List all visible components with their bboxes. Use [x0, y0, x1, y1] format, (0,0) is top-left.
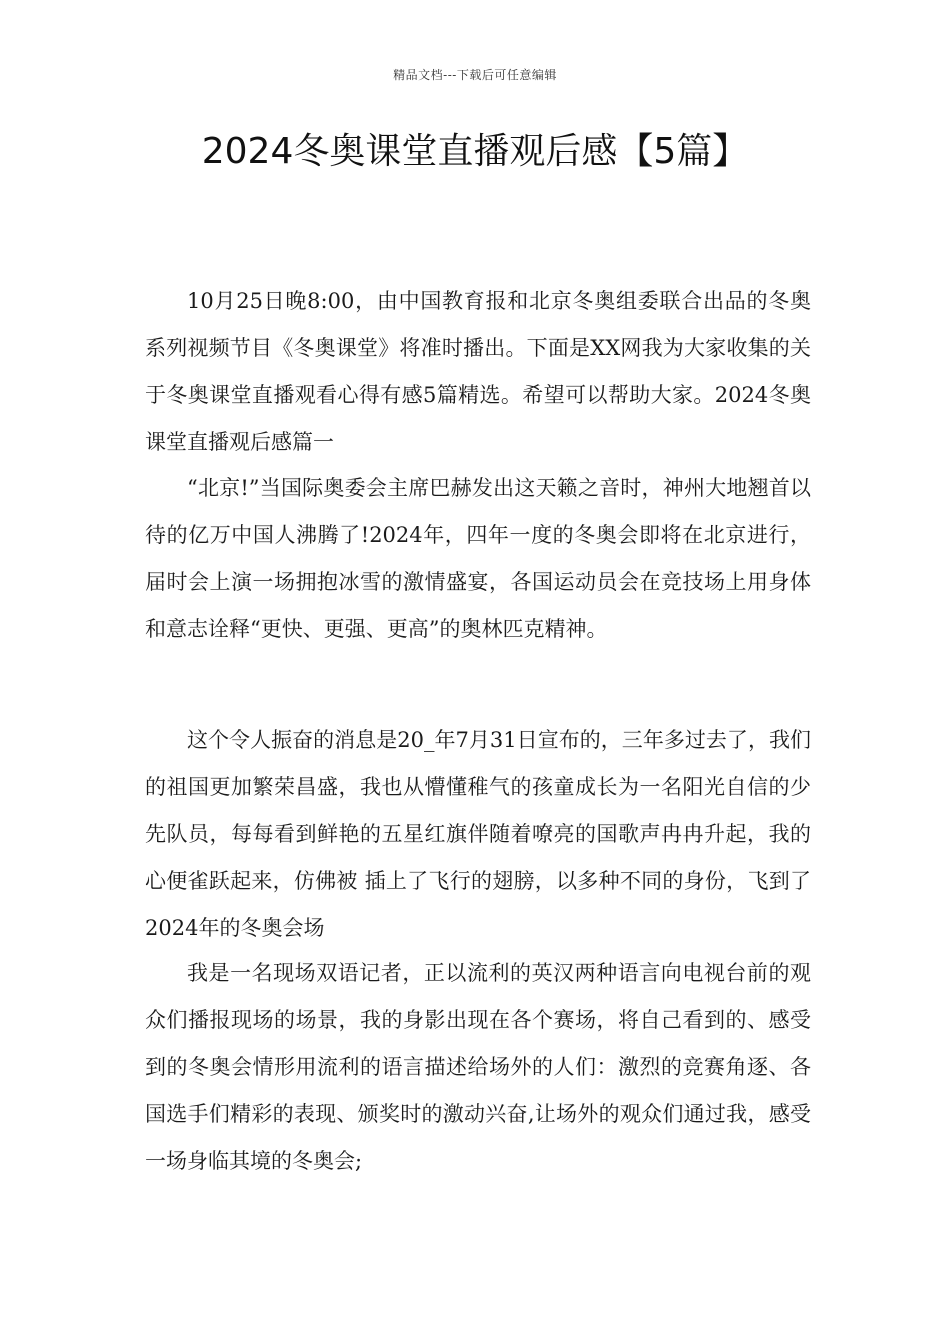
paragraph-block-4	[145, 950, 811, 1185]
document-title: 2024冬奥课堂直播观后感【5篇】	[201, 131, 749, 172]
paragraph: 这个令人振奋的消息是20_年7月31日宣布的，三年多过去了，我们的祖国更加繁荣昌盛，我也从懵懂稚气的孩童成长为一名阳光自信的少先队员，每每看到鲜艳的五星红旗伴随着嘹亮的国歌声冉冉升起，我的心便雀跃起来，仿佛被 插上了飞行的翅膀，以多种不同的身份，飞到了2024年的冬奥会场	[145, 728, 811, 940]
paragraph: “北京!”当国际奥委会主席巴赫发出这天籁之音时，神州大地翘首以待的亿万中国人沸腾了!2024年，四年一度的冬奥会即将在北京进行，届时会上演一场拥抱冰雪的激情盛宴，各国运动员会在竞技场上用身体和意志诠释“更快、更强、更高”的奥林匹克精神。	[145, 476, 811, 641]
page-header-note: 精品文档---下载后可任意编辑	[393, 68, 557, 82]
paragraph-block-3	[145, 717, 811, 952]
paragraph: 我是一名现场双语记者，正以流利的英汉两种语言向电视台前的观众们播报现场的场景，我的身影出现在各个赛场，将自己看到的、感受到的冬奥会情形用流利的语言描述给场外的人们：激烈的竞赛角逐、各国选手们精彩的表现、颁奖时的激动兴奋,让场外的观众们通过我，感受一场身临其境的冬奥会;	[145, 961, 811, 1173]
paragraph: 10月25日晚8:00，由中国教育报和北京冬奥组委联合出品的冬奥系列视频节目《冬奥课堂》将准时播出。下面是XX网我为大家收集的关于冬奥课堂直播观看心得有感5篇精选。希望可以帮助大家。2024冬奥课堂直播观后感篇一	[145, 289, 811, 454]
paragraph-block-2	[145, 465, 811, 653]
paragraph-block-1	[145, 278, 811, 466]
